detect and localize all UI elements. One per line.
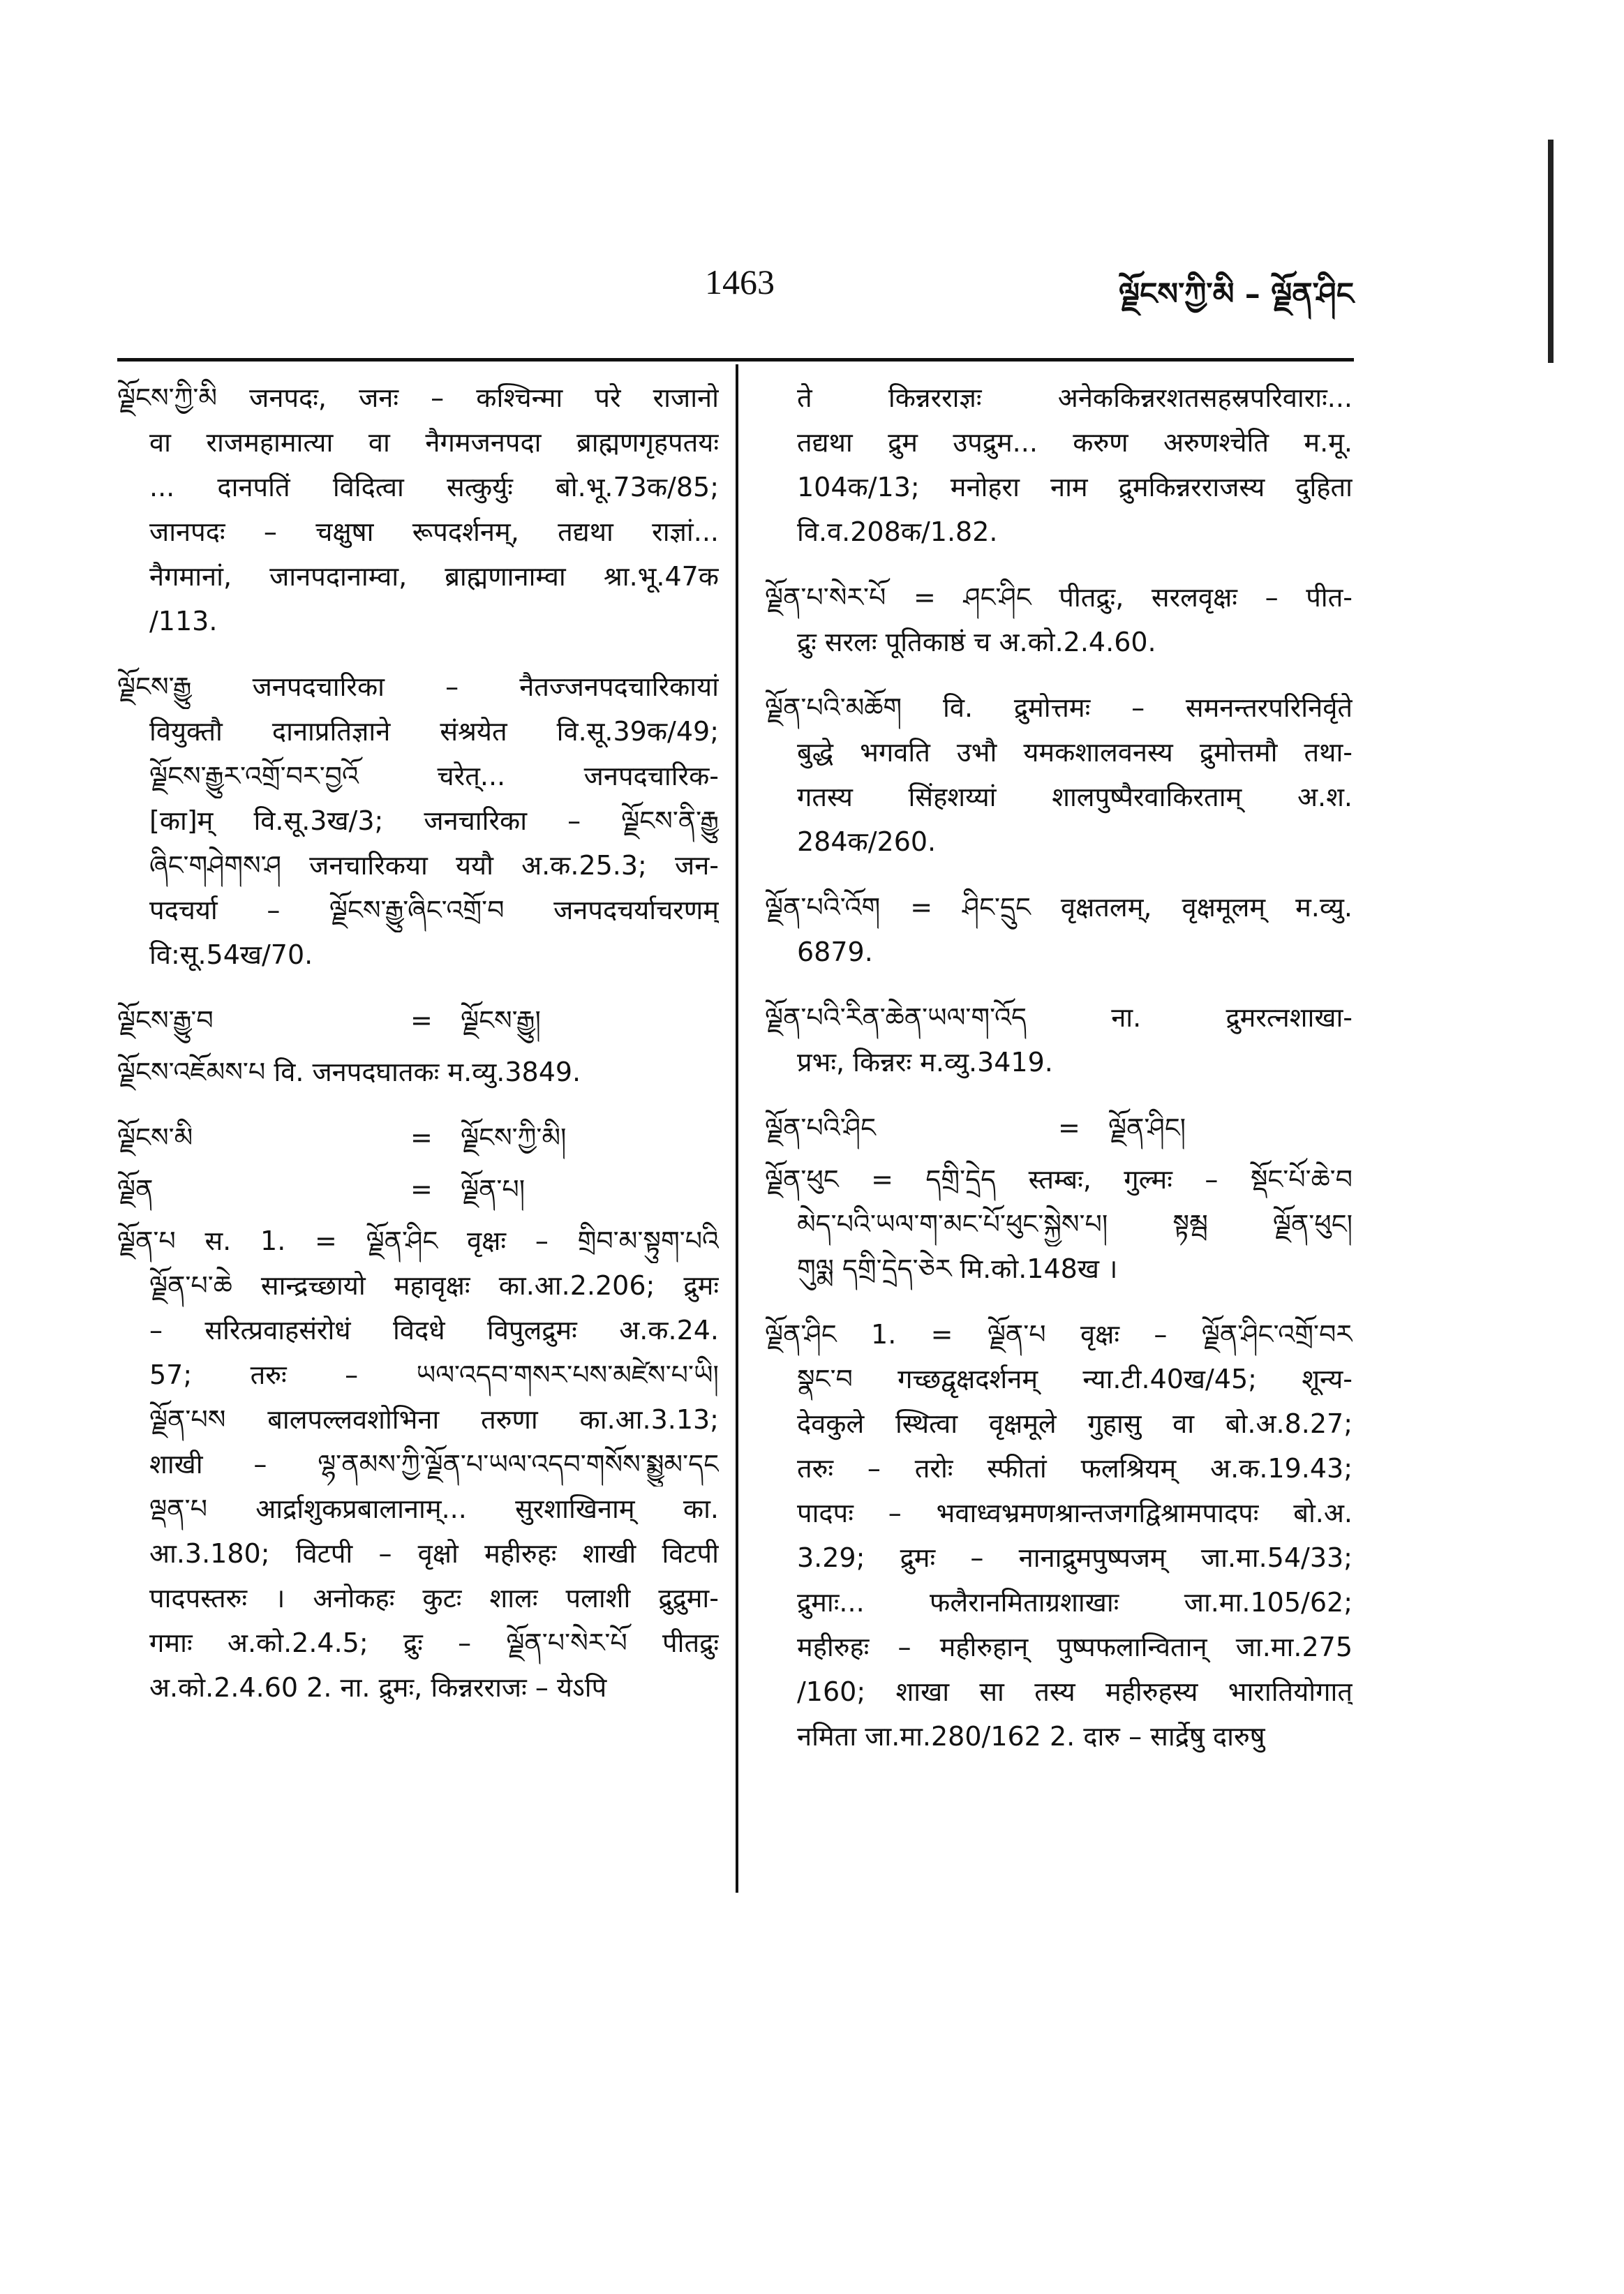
header-rule [117, 358, 1354, 362]
cross-reference-target: ལྗོངས་རྒྱུ། [461, 1005, 541, 1036]
entry-line: མེད་པའི་ཡལ་ག་མང་པོ་ཕུང་སྐྱེས་པ། སྟམྦ ལྗོན་ཕུང། [797, 1209, 1353, 1239]
equals-sign: = [410, 1122, 433, 1153]
cross-reference-entry [117, 1115, 719, 1160]
column-divider [736, 364, 738, 1893]
left-column [117, 375, 719, 1731]
cross-reference-entry [765, 1105, 1353, 1150]
entry-line: बुद्धे भगवति उभौ यमकशालवनस्य द्रुमोत्तमौ तथा- [797, 737, 1353, 768]
dictionary-entry [117, 375, 719, 643]
entry-line: ལྗོངས་རྒྱུ जनपदचारिका – नैतज्जनपदचारिकायां [117, 671, 719, 702]
dictionary-entry [765, 375, 1353, 554]
entry-line: वियुक्तौ दानाप्रतिज्ञाने संश्रयेत वि.सू.39क/49; [149, 716, 719, 747]
dictionary-entry [117, 1050, 719, 1094]
entry-line: शाखी – ལྷ་ནམས་ཀྱི་ལྗོན་པ་ཡལ་འདབ་གསོས་སྨྱུམ་དང [149, 1449, 719, 1480]
entry-line: 3.29; द्रुमः – नानाद्रुमपुष्पजम् जा.मा.54/33; [797, 1542, 1353, 1573]
entry-line: तरुः – तरोः स्फीतां फलश्रियम् अ.क.19.43; [797, 1453, 1353, 1484]
entry-line: जानपदः – चक्षुषा रूपदर्शनम्, तद्यथा राज्ञां... [149, 516, 719, 547]
entry-line: वि:सू.54ख/70. [149, 939, 313, 970]
entry-line: पदचर्या – ལྗོངས་རྒྱུ་ཞིང་འགྲོ་བ जनपदचर्याचरणम् [149, 895, 719, 925]
entry-line: ཞིང་གཤེགས་ཤ जनचारिकया ययौ अ.क.25.3; जन- [149, 850, 719, 881]
entry-line: देवकुले स्थित्वा वृक्षमूले गुहासु वा बो.अ.8.27; [797, 1408, 1353, 1439]
entry-line: ... दानपतिं विदित्वा सत्कुर्युः बो.भू.73क/85; [149, 472, 719, 502]
right-column [765, 375, 1353, 1780]
dictionary-entry [765, 1157, 1353, 1291]
cross-reference-entry [117, 1167, 719, 1212]
entry-line: /113. [149, 606, 218, 636]
entry-line: གུལྨ དགྲི་དྲེད་ཅེར मि.को.148ख । [797, 1253, 1118, 1284]
entry-line: ལྗོན་པའི་རིན་ཆེན་ཡལ་ག་འོད ना. द्रुमरत्नशाखा- [765, 1002, 1353, 1033]
dictionary-entry [117, 1219, 719, 1710]
entry-line: ལྗོན་པའི་མཆོག वि. द्रुमोत्तमः – समनन्तरपरिनिर्वृते [765, 692, 1353, 723]
entry-line: ལྗོངས་རྒྱུར་འགྲོ་བར་བྱའོ चरेत्... जनपदचारिक- [149, 761, 719, 791]
entry-line: गतस्य सिंहशय्यां शालपुष्पैरवाकिरताम् अ.श. [797, 782, 1353, 812]
entry-line: ते किन्नरराज्ञः अनेककिन्नरशतसहस्रपरिवाराः... [797, 382, 1353, 413]
equals-sign: = [410, 1174, 433, 1205]
dictionary-entry [765, 995, 1353, 1085]
entry-line: སྣང་བ गच्छद्वृक्षदर्शनम् न्या.टी.40ख/45; शून्य- [797, 1364, 1353, 1394]
entry-line: पादपस्तरुः । अनोकहः कुटः शालः पलाशी द्रुद्रुमा- [149, 1583, 719, 1614]
entry-line: /160; शाखा सा तस्य महीरुहस्य भारातियोगात् [797, 1676, 1353, 1707]
entry-headword: ལྗོན [117, 1174, 154, 1205]
entry-line: 104क/13; मनोहरा नाम द्रुमकिन्नरराजस्य दुहिता [797, 472, 1353, 502]
dictionary-entry [765, 1312, 1353, 1759]
entry-line: ལྗོན་པ་སེར་པོ = ཤང་ཤིང पीतद्रुः, सरलवृक्षः – पीत- [765, 582, 1353, 613]
entry-line: – सरित्प्रवाहसंरोधं विदधे विपुलद्रुमः अ.क.24. [149, 1315, 719, 1346]
cross-reference-target: ལྗོན་པ། [461, 1174, 526, 1205]
entry-line: वा राजमहामात्या वा नैगमजनपदा ब्राह्मणगृहपतयः [149, 427, 719, 458]
entry-line: आ.3.180; विटपी – वृक्षो महीरुहः शाखी विटपी [149, 1538, 719, 1569]
entry-headword: ལྗོངས་རྒྱུ་བ [117, 1005, 214, 1036]
dictionary-entry [765, 685, 1353, 864]
entry-line: तद्यथा द्रुम उपद्रुम... करुण अरुणश्चेति म.मू. [797, 427, 1353, 458]
page-number: 1463 [705, 262, 775, 301]
entry-line: गमाः अ.को.2.4.5; द्रुः – ལྗོན་པ་སེར་པོ पीतद्रुः [149, 1628, 719, 1658]
dictionary-entry [765, 885, 1353, 974]
entry-line: नमिता जा.मा.280/162 2. दारु – सार्द्रेषु दारुषु [797, 1721, 1265, 1752]
entry-line: ལྗོན་པའི་འོག = ཤིང་དྲུང वृक्षतलम्, वृक्षमूलम् म.व्यु. [765, 892, 1353, 923]
entry-headword: ལྗོངས་མི [117, 1122, 193, 1153]
equals-sign: = [410, 1005, 433, 1036]
entry-line: ལྗོངས་འཇོམས་པ वि. जनपदघातकः म.व्यु.3849. [117, 1057, 581, 1087]
cross-reference-target: ལྗོངས་ཀྱི་མི། [461, 1122, 567, 1153]
entry-line: पादपः – भवाध्वभ्रमणश्रान्तजगद्विश्रामपादपः बो.अ. [797, 1498, 1353, 1528]
entry-line: 57; तरुः – ཡལ་འདབ་གསར་པས་མཛེས་པ་ཡི། [149, 1360, 719, 1390]
entry-line: [का]म् वि.सू.3ख/3; जनचारिका – ལྗོངས་ནི་རྒྱུ [149, 805, 719, 836]
scan-margin-mark [1548, 140, 1554, 363]
entry-line: द्रुः सरलः पूतिकाष्ठं च अ.को.2.4.60. [797, 627, 1156, 657]
entry-line: ལྗོན་པ स. 1. = ལྗོན་ཤིང वृक्षः – གྲིབ་མ་སྟུག་པའི [117, 1226, 719, 1256]
entry-line: ལྗོན་པས बालपल्लवशोभिना तरुणा का.आ.3.13; [149, 1404, 719, 1435]
entry-line: वि.व.208क/1.82. [797, 516, 998, 547]
running-head: ལྗོངས་ཀྱི་མི – ལྗོན་ཤིང [1118, 276, 1354, 312]
equals-sign: = [1058, 1112, 1080, 1143]
cross-reference-entry [117, 998, 719, 1043]
entry-line: ལྗོན་ཤིང 1. = ལྗོན་པ वृक्षः – ལྗོན་ཤིང་འགྲོ་བར [765, 1319, 1353, 1350]
entry-line: 284क/260. [797, 826, 937, 857]
entry-line: महीरुहः – महीरुहान् पुष्पफलान्वितान् जा.मा.275 [797, 1632, 1353, 1662]
entry-line: अ.को.2.4.60 2. ना. द्रुमः, किन्नरराजः – येऽपि [149, 1672, 607, 1703]
entry-line: 6879. [797, 937, 873, 967]
entry-line: द्रुमाः... फलैरानमिताग्रशाखाः जा.मा.105/62; [797, 1587, 1353, 1618]
entry-line: ལྗོངས་ཀྱི་མི जनपदः, जनः – कश्चिन्मा परे राजानो [117, 382, 719, 413]
entry-headword: ལྗོན་པའི་ཤིང [765, 1112, 876, 1143]
entry-line: ལྡན་པ आर्द्राशुकप्रबालानाम्... सुरशाखिनाम् का. [149, 1494, 719, 1524]
cross-reference-target: ལྗོན་ཤིང། [1108, 1112, 1186, 1143]
entry-line: प्रभः, किन्नरः म.व्यु.3419. [797, 1047, 1053, 1078]
dictionary-entry [117, 664, 719, 977]
dictionary-entry [765, 575, 1353, 664]
entry-line: ལྗོན་ཕུང = དགྲི་དྲེད स्तम्बः, गुल्मः – སྡོང་པོ་ཆེ་བ [765, 1164, 1353, 1195]
entry-line: ལྗོན་པ་ཆེ सान्द्रच्छायो महावृक्षः का.आ.2.206; द्रुमः [149, 1270, 719, 1301]
entry-line: नैगमानां, जानपदानाम्वा, ब्राह्मणानाम्वा श्रा.भू.47क [149, 561, 719, 592]
